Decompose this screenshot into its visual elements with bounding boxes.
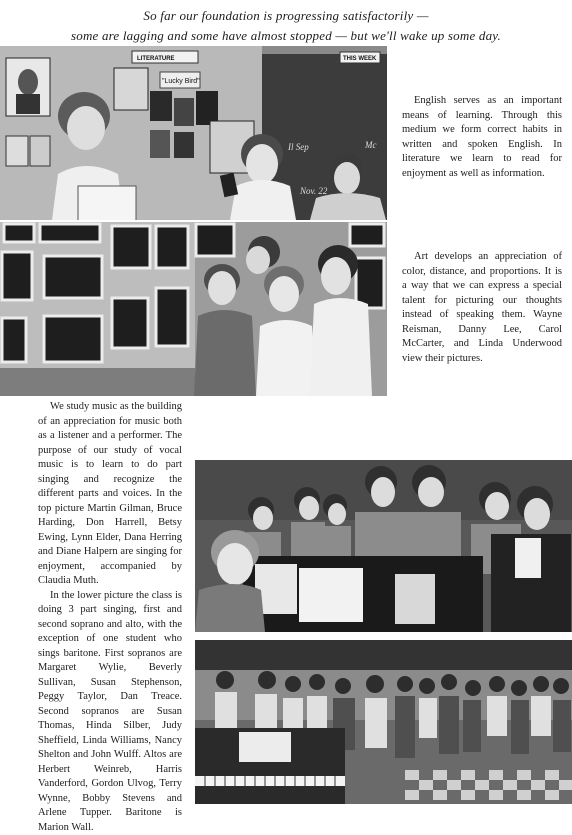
music-top-photo <box>195 460 572 632</box>
page-header <box>0 6 572 46</box>
music-caption-paragraph-2: In the lower picture the class is doing 3 part singing, first and second soprano and alto, with the exception of one student who sings baritone. First sopranos are Margaret Wylie, Beverly Sullivan, Susan Stephenson, Peggy Taylor, Dan Treace. Second sopranos are Susan Thomas, Hinda Silber, Judy Sheffield, Linda Williams, Nancy Shelton and John Wulff. Altos are Herbert Weinreb, Harris Vanderford, Gordon Ulvog, Terry Wynne, Bobby Stevens and Arlene Tupper. Baritone is Marion Wall. <box>38 589 182 835</box>
english-caption: English serves as an important means of learning. Through this medium we form correct habits in written and spoken English. In literature we learn to read for enjoyment as well as information. <box>402 94 562 181</box>
literature-sign-text: LITERATURE <box>137 56 175 62</box>
music-caption-paragraph-1: We study music as the building of an appreciation for music both as a listener and a performer. The purpose of our study of vocal music is to learn to do part singing and recognize the different parts and voices. In the top picture Martin Gilman, Bruce Harding, Don Harrell, Betsy Ewing, Lynn Elder, Dana Herring and Diane Halpern are singing for enjoyment, accompanied by Claudia Muth. <box>38 400 182 589</box>
art-caption: Art develops an appreciation of color, distance, and proportions. It is a way that we can express a special talent for picturing our thoughts instead of speaking them. Wayne Reisman, Danny Lee, Carol McCarter, and Linda Underwood view their pictures. <box>402 250 562 366</box>
bulletin-card-text: "Lucky Bird" <box>162 78 200 85</box>
header-line-1: So far our foundation is progressing satisfactorily — <box>143 8 428 23</box>
english-class-photo <box>0 46 387 220</box>
music-caption <box>38 400 182 835</box>
art-class-photo <box>0 222 387 396</box>
header-line-2: some are lagging and some have almost stopped — but we'll wake up some day. <box>0 26 572 46</box>
blackboard-text-1: Il Sep <box>287 142 309 152</box>
blackboard-text-2: Nov. 22 <box>299 186 328 196</box>
this-week-sign-text: THIS WEEK <box>343 56 377 62</box>
music-lower-photo <box>195 640 572 804</box>
blackboard-text-3: Mc <box>364 140 377 150</box>
